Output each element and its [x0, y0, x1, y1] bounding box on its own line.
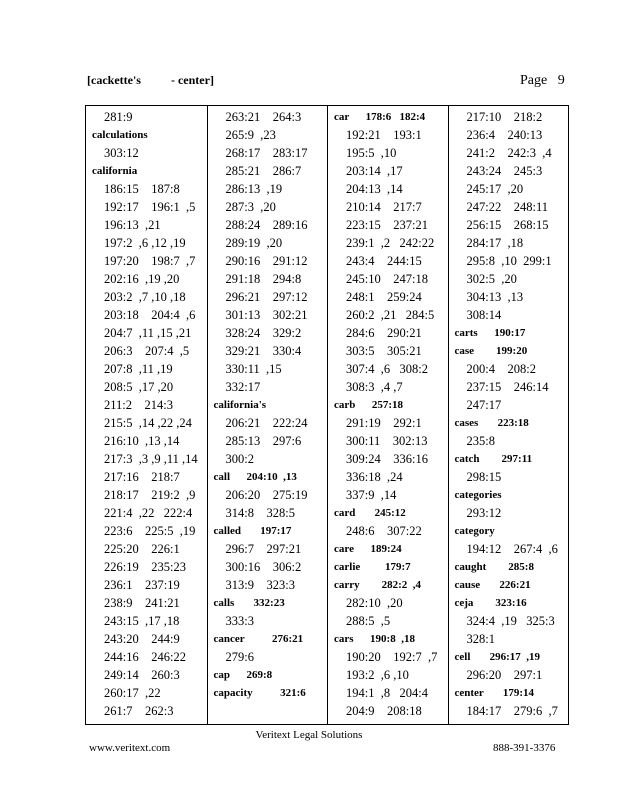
- page-line-refs: 309:24 336:16: [346, 452, 428, 466]
- page-line-refs: 290:16 291:12: [225, 254, 308, 268]
- page-line-refs: 236:4 240:13: [466, 128, 543, 142]
- page-line-refs: 261:7 262:3: [104, 704, 174, 718]
- page-line-refs: 288:24 289:16: [225, 218, 308, 232]
- index-term: card 245:12: [334, 507, 406, 519]
- index-term: called 197:17: [213, 525, 292, 537]
- page-line-refs: 268:17 283:17: [225, 146, 308, 160]
- page-line-refs: 260:17 ,22: [104, 686, 161, 700]
- page-line-refs: 190:20 192:7 ,7: [346, 650, 438, 664]
- footer-phone: 888-391-3376: [493, 742, 556, 754]
- page-line-refs: 285:21 286:7: [225, 164, 302, 178]
- page-line-refs: 279:6: [225, 650, 254, 664]
- index-term: cause 226:21: [454, 579, 531, 591]
- page-line-refs: 238:9 241:21: [104, 596, 180, 610]
- page-line-refs: 194:1 ,8 204:4: [346, 686, 428, 700]
- index-term: california: [92, 165, 138, 177]
- page-line-refs: 302:5 ,20: [466, 272, 517, 286]
- index-term: calculations: [92, 129, 148, 141]
- index-term: ceja 323:16: [454, 597, 527, 609]
- page-line-refs: 223:6 225:5 ,19: [104, 524, 196, 538]
- page-line-refs: 303:12: [104, 146, 139, 160]
- page-line-refs: 216:10 ,13 ,14: [104, 434, 180, 448]
- page-line-refs: 243:20 244:9: [104, 632, 180, 646]
- page-line-refs: 217:3 ,3 ,9 ,11 ,14: [104, 452, 198, 466]
- page-line-refs: 265:9 ,23: [225, 128, 276, 142]
- page-line-refs: 243:24 245:3: [466, 164, 543, 178]
- index-column-3: [327, 106, 448, 724]
- page-line-refs: 197:2 ,6 ,12 ,19: [104, 236, 186, 250]
- page-line-refs: 194:12 267:4 ,6: [466, 542, 558, 556]
- page-line-refs: 300:11 302:13: [346, 434, 428, 448]
- page-line-refs: 208:5 ,17 ,20: [104, 380, 174, 394]
- index-term: catch 297:11: [454, 453, 533, 465]
- page-line-refs: 304:13 ,13: [466, 290, 524, 304]
- page-line-refs: 296:20 297:1: [466, 668, 543, 682]
- page-line-refs: 328:1: [466, 632, 495, 646]
- page-line-refs: 291:19 292:1: [346, 416, 422, 430]
- page-line-refs: 247:17: [466, 398, 502, 412]
- footer-website: www.veritext.com: [89, 742, 171, 754]
- page-line-refs: 202:16 ,19 ,20: [104, 272, 180, 286]
- page-line-refs: 204:7 ,11 ,15 ,21: [104, 326, 192, 340]
- page-line-refs: 332:17: [225, 380, 261, 394]
- page-line-refs: 324:4 ,19 325:3: [466, 614, 555, 628]
- page-line-refs: 225:20 226:1: [104, 542, 180, 556]
- page-line-refs: 211:2 214:3: [104, 398, 173, 412]
- page-line-refs: 244:16 246:22: [104, 650, 186, 664]
- page-line-refs: 235:8: [466, 434, 495, 448]
- page-line-refs: 210:14 217:7: [346, 200, 422, 214]
- word-index-table: [85, 105, 569, 725]
- index-column-2: [207, 106, 328, 724]
- page-line-refs: 284:17 ,18: [466, 236, 524, 250]
- page-line-refs: 217:10 218:2: [466, 110, 543, 124]
- page-line-refs: 307:4 ,6 308:2: [346, 362, 428, 376]
- page-line-refs: 301:13 302:21: [225, 308, 308, 322]
- page-line-refs: 286:13 ,19: [225, 182, 283, 196]
- case-caption: [cackette's - center]: [87, 73, 214, 87]
- index-term: car 178:6 182:4: [334, 111, 426, 123]
- footer-company: Veritext Legal Solutions: [255, 729, 363, 741]
- index-term: cell 296:17 ,19: [454, 651, 541, 663]
- page-line-refs: 308:3 ,4 ,7: [346, 380, 403, 394]
- page-line-refs: 287:3 ,20: [225, 200, 276, 214]
- page-line-refs: 308:14: [466, 308, 502, 322]
- index-term: carb 257:18: [334, 399, 404, 411]
- page-line-refs: 328:24 329:2: [225, 326, 302, 340]
- page-line-refs: 204:9 208:18: [346, 704, 422, 718]
- page-line-refs: 288:5 ,5: [346, 614, 391, 628]
- page-line-refs: 330:11 ,15: [225, 362, 282, 376]
- index-term: care 189:24: [334, 543, 402, 555]
- page-line-refs: 263:21 264:3: [225, 110, 302, 124]
- page-line-refs: 313:9 323:3: [225, 578, 295, 592]
- page-line-refs: 296:7 297:21: [225, 542, 302, 556]
- index-term: caught 285:8: [454, 561, 534, 573]
- page-line-refs: 248:1 259:24: [346, 290, 422, 304]
- page-line-refs: 206:3 207:4 ,5: [104, 344, 190, 358]
- page-line-refs: 192:21 193:1: [346, 128, 422, 142]
- page-line-refs: 236:1 237:19: [104, 578, 180, 592]
- index-column-1: [86, 106, 207, 724]
- index-term: call 204:10 ,13: [213, 471, 297, 483]
- page-line-refs: 241:2 242:3 ,4: [466, 146, 552, 160]
- index-term: cars 190:8 ,18: [334, 633, 415, 645]
- page-line-refs: 248:6 307:22: [346, 524, 422, 538]
- page-line-refs: 206:20 275:19: [225, 488, 308, 502]
- index-term: carts 190:17: [454, 327, 526, 339]
- index-term: carry 282:2 ,4: [334, 579, 422, 591]
- page-line-refs: 197:20 198:7 ,7: [104, 254, 196, 268]
- page-line-refs: 314:8 328:5: [225, 506, 295, 520]
- page-line-refs: 207:8 ,11 ,19: [104, 362, 173, 376]
- index-term: california's: [213, 399, 267, 411]
- page-line-refs: 336:18 ,24: [346, 470, 403, 484]
- page-line-refs: 245:17 ,20: [466, 182, 524, 196]
- page-line-refs: 206:21 222:24: [225, 416, 308, 430]
- page-line-refs: 195:5 ,10: [346, 146, 397, 160]
- page-line-refs: 300:2: [225, 452, 254, 466]
- page-line-refs: 300:16 306:2: [225, 560, 302, 574]
- page-line-refs: 200:4 208:2: [466, 362, 536, 376]
- page-line-refs: 260:2 ,21 284:5: [346, 308, 435, 322]
- page-line-refs: 329:21 330:4: [225, 344, 302, 358]
- page-line-refs: 256:15 268:15: [466, 218, 549, 232]
- index-term: categories: [454, 489, 502, 501]
- page-line-refs: 204:13 ,14: [346, 182, 403, 196]
- page-line-refs: 217:16 218:7: [104, 470, 180, 484]
- page-line-refs: 243:4 244:15: [346, 254, 422, 268]
- index-term: calls 332:23: [213, 597, 285, 609]
- page-line-refs: 296:21 297:12: [225, 290, 308, 304]
- page-line-refs: 223:15 237:21: [346, 218, 428, 232]
- index-column-4: [448, 106, 569, 724]
- page-line-refs: 289:19 ,20: [225, 236, 283, 250]
- page-line-refs: 293:12: [466, 506, 502, 520]
- index-term: capacity 321:6: [213, 687, 306, 699]
- page-line-refs: 192:17 196:1 ,5: [104, 200, 196, 214]
- page-line-refs: 239:1 ,2 242:22: [346, 236, 435, 250]
- page-line-refs: 193:2 ,6 ,10: [346, 668, 409, 682]
- page-line-refs: 337:9 ,14: [346, 488, 397, 502]
- page-line-refs: 226:19 235:23: [104, 560, 186, 574]
- page-line-refs: 215:5 ,14 ,22 ,24: [104, 416, 192, 430]
- page-number: Page 9: [520, 73, 565, 88]
- page-line-refs: 196:13 ,21: [104, 218, 161, 232]
- index-term: carlie 179:7: [334, 561, 411, 573]
- page-line-refs: 249:14 260:3: [104, 668, 180, 682]
- index-term: category: [454, 525, 495, 537]
- page-line-refs: 303:5 305:21: [346, 344, 422, 358]
- index-term: cap 269:8: [213, 669, 273, 681]
- page-line-refs: 186:15 187:8: [104, 182, 180, 196]
- page-line-refs: 291:18 294:8: [225, 272, 302, 286]
- index-term: case 199:20: [454, 345, 528, 357]
- page-line-refs: 243:15 ,17 ,18: [104, 614, 180, 628]
- page-line-refs: 284:6 290:21: [346, 326, 422, 340]
- index-term: center 179:14: [454, 687, 535, 699]
- page-line-refs: 281:9: [104, 110, 133, 124]
- page-line-refs: 247:22 248:11: [466, 200, 548, 214]
- page-line-refs: 285:13 297:6: [225, 434, 302, 448]
- page-line-refs: 218:17 219:2 ,9: [104, 488, 196, 502]
- index-term: cancer 276:21: [213, 633, 304, 645]
- page-line-refs: 333:3: [225, 614, 254, 628]
- page-line-refs: 295:8 ,10 299:1: [466, 254, 552, 268]
- page-line-refs: 203:14 ,17: [346, 164, 403, 178]
- index-term: cases 223:18: [454, 417, 529, 429]
- page-line-refs: 282:10 ,20: [346, 596, 403, 610]
- page-line-refs: 298:15: [466, 470, 502, 484]
- page-line-refs: 221:4 ,22 222:4: [104, 506, 193, 520]
- page-line-refs: 203:2 ,7 ,10 ,18: [104, 290, 186, 304]
- page-line-refs: 184:17 279:6 ,7: [466, 704, 558, 718]
- page-line-refs: 203:18 204:4 ,6: [104, 308, 196, 322]
- page-line-refs: 237:15 246:14: [466, 380, 549, 394]
- page-line-refs: 245:10 247:18: [346, 272, 428, 286]
